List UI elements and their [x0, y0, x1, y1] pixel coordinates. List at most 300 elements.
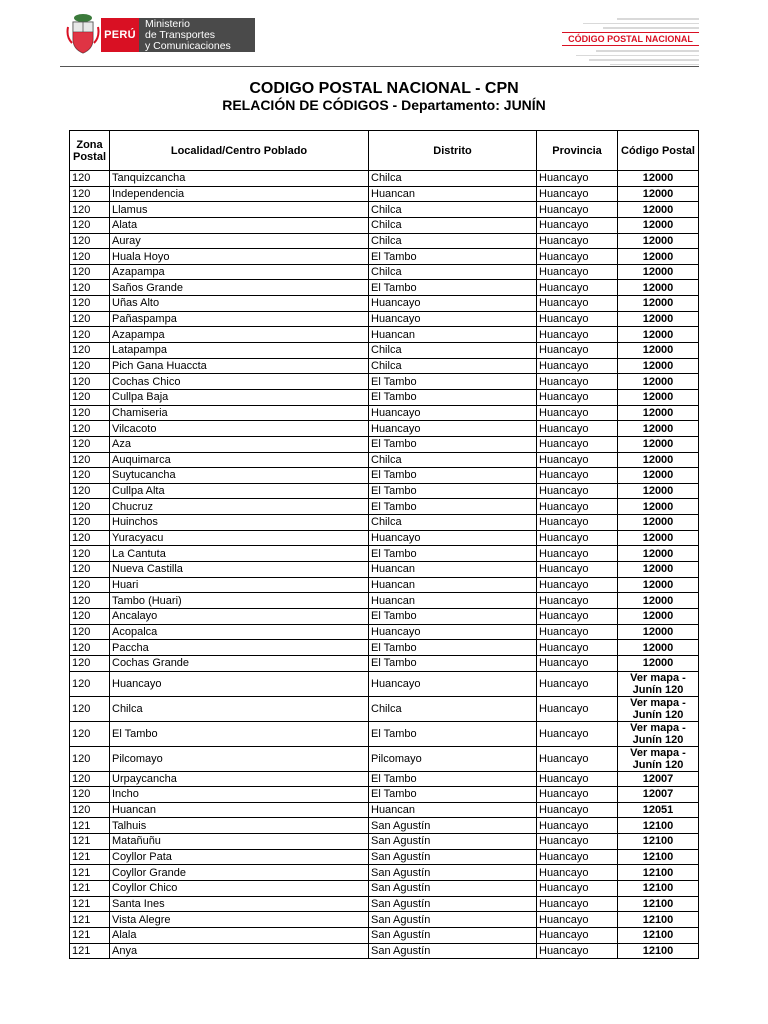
localidad-cell: Cullpa Alta — [110, 483, 369, 499]
codigo-cell: 12000 — [618, 405, 699, 421]
codigo-cell: 12000 — [618, 624, 699, 640]
distrito-cell: El Tambo — [369, 436, 537, 452]
provincia-cell: Huancayo — [537, 249, 618, 265]
table-row — [70, 608, 699, 624]
table-row — [70, 311, 699, 327]
zona-cell: 120 — [70, 311, 110, 327]
localidad-cell: El Tambo — [110, 721, 369, 746]
table-row — [70, 171, 699, 187]
column-header-codigo-postal: Código Postal — [618, 131, 699, 171]
zona-cell: 121 — [70, 912, 110, 928]
provincia-cell: Huancayo — [537, 865, 618, 881]
distrito-cell: El Tambo — [369, 771, 537, 787]
localidad-cell: Nueva Castilla — [110, 562, 369, 578]
zona-cell: 121 — [70, 834, 110, 850]
distrito-cell: El Tambo — [369, 374, 537, 390]
zona-cell: 120 — [70, 436, 110, 452]
postal-codes-table — [69, 130, 699, 959]
peru-logo — [101, 18, 139, 52]
provincia-cell: Huancayo — [537, 896, 618, 912]
distrito-cell: El Tambo — [369, 483, 537, 499]
distrito-cell: Chilca — [369, 171, 537, 187]
codigo-cell: 12000 — [618, 436, 699, 452]
provincia-cell: Huancayo — [537, 802, 618, 818]
provincia-cell: Huancayo — [537, 264, 618, 280]
codigo-cell: 12100 — [618, 896, 699, 912]
zona-cell: 120 — [70, 608, 110, 624]
reference-title: CÓDIGO POSTAL NACIONAL — [562, 32, 699, 46]
zona-cell: 120 — [70, 593, 110, 609]
localidad-cell: Auray — [110, 233, 369, 249]
codigo-cell: 12000 — [618, 562, 699, 578]
localidad-cell: Huancayo — [110, 671, 369, 696]
provincia-cell: Huancayo — [537, 818, 618, 834]
provincia-cell: Huancayo — [537, 562, 618, 578]
table-row — [70, 468, 699, 484]
distrito-cell: San Agustín — [369, 834, 537, 850]
distrito-cell: El Tambo — [369, 389, 537, 405]
codigo-cell: 12000 — [618, 233, 699, 249]
zona-cell: 120 — [70, 577, 110, 593]
provincia-cell: Huancayo — [537, 849, 618, 865]
zona-cell: 121 — [70, 943, 110, 959]
distrito-cell: El Tambo — [369, 787, 537, 803]
table-row — [70, 577, 699, 593]
provincia-cell: Huancayo — [537, 624, 618, 640]
zona-cell: 120 — [70, 562, 110, 578]
codigo-cell: 12000 — [618, 171, 699, 187]
table-row — [70, 186, 699, 202]
distrito-cell: Huancayo — [369, 311, 537, 327]
localidad-cell: Huala Hoyo — [110, 249, 369, 265]
table-row — [70, 696, 699, 721]
zona-cell: 120 — [70, 530, 110, 546]
provincia-cell: Huancayo — [537, 721, 618, 746]
table-row — [70, 202, 699, 218]
distrito-cell: Chilca — [369, 696, 537, 721]
table-row — [70, 374, 699, 390]
table-row — [70, 546, 699, 562]
table-row — [70, 671, 699, 696]
distrito-cell: Chilca — [369, 515, 537, 531]
table-row — [70, 421, 699, 437]
localidad-cell: Huancan — [110, 802, 369, 818]
codigo-cell: 12000 — [618, 249, 699, 265]
table-row — [70, 217, 699, 233]
codigo-cell: Ver mapa - Junín 120 — [618, 671, 699, 696]
localidad-cell: Huari — [110, 577, 369, 593]
zona-cell: 120 — [70, 499, 110, 515]
codigo-cell: 12000 — [618, 311, 699, 327]
provincia-cell: Huancayo — [537, 546, 618, 562]
provincia-cell: Huancayo — [537, 499, 618, 515]
localidad-cell: Alata — [110, 217, 369, 233]
zona-cell: 120 — [70, 655, 110, 671]
zona-cell: 120 — [70, 671, 110, 696]
zona-cell: 120 — [70, 343, 110, 359]
localidad-cell: Acopalca — [110, 624, 369, 640]
localidad-cell: Ancalayo — [110, 608, 369, 624]
distrito-cell: Chilca — [369, 264, 537, 280]
zona-cell: 120 — [70, 217, 110, 233]
distrito-cell: Chilca — [369, 217, 537, 233]
provincia-cell: Huancayo — [537, 696, 618, 721]
column-header-localidad: Localidad/Centro Poblado — [110, 131, 369, 171]
codigo-cell: 12000 — [618, 452, 699, 468]
provincia-cell: Huancayo — [537, 927, 618, 943]
distrito-cell: Huancan — [369, 327, 537, 343]
distrito-cell: El Tambo — [369, 721, 537, 746]
distrito-cell: Huancayo — [369, 624, 537, 640]
codigo-cell: 12000 — [618, 655, 699, 671]
localidad-cell: Paccha — [110, 640, 369, 656]
distrito-cell: Huancayo — [369, 405, 537, 421]
localidad-cell: Azapampa — [110, 264, 369, 280]
codigo-cell: 12100 — [618, 943, 699, 959]
codigo-cell: 12100 — [618, 818, 699, 834]
zona-cell: 120 — [70, 186, 110, 202]
provincia-cell: Huancayo — [537, 171, 618, 187]
table-row — [70, 865, 699, 881]
codigo-cell: 12100 — [618, 927, 699, 943]
distrito-cell: Chilca — [369, 343, 537, 359]
table-row — [70, 624, 699, 640]
zona-cell: 120 — [70, 696, 110, 721]
distrito-cell: Chilca — [369, 358, 537, 374]
column-header-zona-postal: Zona Postal — [70, 131, 110, 171]
zona-cell: 120 — [70, 721, 110, 746]
localidad-cell: Urpaycancha — [110, 771, 369, 787]
provincia-cell: Huancayo — [537, 452, 618, 468]
codigo-cell: Ver mapa - Junín 120 — [618, 696, 699, 721]
ministry-line: y Comunicaciones — [145, 40, 231, 52]
table-row — [70, 849, 699, 865]
codigo-cell: 12000 — [618, 343, 699, 359]
zona-cell: 120 — [70, 358, 110, 374]
provincia-cell: Huancayo — [537, 327, 618, 343]
codigo-cell: 12000 — [618, 530, 699, 546]
provincia-cell: Huancayo — [537, 343, 618, 359]
provincia-cell: Huancayo — [537, 515, 618, 531]
localidad-cell: Pañaspampa — [110, 311, 369, 327]
provincia-cell: Huancayo — [537, 787, 618, 803]
table-row — [70, 721, 699, 746]
codigo-cell: 12000 — [618, 593, 699, 609]
zona-cell: 120 — [70, 546, 110, 562]
zona-cell: 120 — [70, 802, 110, 818]
provincia-cell: Huancayo — [537, 880, 618, 896]
codigo-cell: 12000 — [618, 577, 699, 593]
localidad-cell: La Cantuta — [110, 546, 369, 562]
codigo-cell: 12000 — [618, 483, 699, 499]
distrito-cell: San Agustín — [369, 927, 537, 943]
table-row — [70, 640, 699, 656]
codigo-cell: 12100 — [618, 880, 699, 896]
distrito-cell: Chilca — [369, 202, 537, 218]
localidad-cell: Coyllor Chico — [110, 880, 369, 896]
reference-box — [562, 15, 699, 65]
table-row — [70, 802, 699, 818]
zona-cell: 120 — [70, 421, 110, 437]
coat-of-arms-icon — [66, 13, 100, 55]
distrito-cell: El Tambo — [369, 468, 537, 484]
zona-cell: 121 — [70, 865, 110, 881]
provincia-cell: Huancayo — [537, 834, 618, 850]
localidad-cell: Matañuñu — [110, 834, 369, 850]
distrito-cell: El Tambo — [369, 249, 537, 265]
zona-cell: 120 — [70, 233, 110, 249]
column-header-provincia: Provincia — [537, 131, 618, 171]
column-header-distrito: Distrito — [369, 131, 537, 171]
distrito-cell: San Agustín — [369, 865, 537, 881]
localidad-cell: Llamus — [110, 202, 369, 218]
ministry-logo — [139, 18, 255, 52]
table-row — [70, 927, 699, 943]
zona-cell: 120 — [70, 624, 110, 640]
provincia-cell: Huancayo — [537, 374, 618, 390]
zona-cell: 120 — [70, 389, 110, 405]
page-header — [0, 0, 768, 70]
provincia-cell: Huancayo — [537, 311, 618, 327]
zona-cell: 121 — [70, 880, 110, 896]
table-row — [70, 483, 699, 499]
table-row — [70, 655, 699, 671]
localidad-cell: Latapampa — [110, 343, 369, 359]
distrito-cell: Huancayo — [369, 421, 537, 437]
localidad-cell: Santa Ines — [110, 896, 369, 912]
table-row — [70, 405, 699, 421]
provincia-cell: Huancayo — [537, 912, 618, 928]
distrito-cell: Pilcomayo — [369, 746, 537, 771]
distrito-cell: Chilca — [369, 452, 537, 468]
provincia-cell: Huancayo — [537, 358, 618, 374]
zona-cell: 121 — [70, 896, 110, 912]
localidad-cell: Yuracyacu — [110, 530, 369, 546]
distrito-cell: El Tambo — [369, 499, 537, 515]
distrito-cell: San Agustín — [369, 896, 537, 912]
distrito-cell: El Tambo — [369, 640, 537, 656]
distrito-cell: Huancan — [369, 577, 537, 593]
zona-cell: 120 — [70, 280, 110, 296]
table-row — [70, 896, 699, 912]
zona-cell: 120 — [70, 202, 110, 218]
table-row — [70, 787, 699, 803]
provincia-cell: Huancayo — [537, 640, 618, 656]
localidad-cell: Suytucancha — [110, 468, 369, 484]
localidad-cell: Talhuis — [110, 818, 369, 834]
table-row — [70, 530, 699, 546]
codigo-cell: 12000 — [618, 515, 699, 531]
zona-cell: 120 — [70, 296, 110, 312]
document-subtitle: RELACIÓN DE CÓDIGOS - Departamento: JUNÍN — [222, 97, 546, 113]
distrito-cell: Huancan — [369, 186, 537, 202]
distrito-cell: San Agustín — [369, 818, 537, 834]
distrito-cell: San Agustín — [369, 943, 537, 959]
table-row — [70, 264, 699, 280]
table-row — [70, 834, 699, 850]
localidad-cell: Cochas Grande — [110, 655, 369, 671]
provincia-cell: Huancayo — [537, 671, 618, 696]
codigo-cell: 12000 — [618, 264, 699, 280]
table-header-row — [70, 131, 699, 171]
provincia-cell: Huancayo — [537, 280, 618, 296]
zona-cell: 120 — [70, 374, 110, 390]
provincia-cell: Huancayo — [537, 217, 618, 233]
header-divider — [60, 66, 699, 67]
provincia-cell: Huancayo — [537, 233, 618, 249]
codigo-cell: 12000 — [618, 202, 699, 218]
distrito-cell: San Agustín — [369, 880, 537, 896]
distrito-cell: San Agustín — [369, 912, 537, 928]
codigo-cell: 12000 — [618, 499, 699, 515]
distrito-cell: Huancayo — [369, 530, 537, 546]
zona-cell: 120 — [70, 771, 110, 787]
localidad-cell: Chilca — [110, 696, 369, 721]
zona-cell: 120 — [70, 640, 110, 656]
zona-cell: 120 — [70, 483, 110, 499]
codigo-cell: 12000 — [618, 280, 699, 296]
table-row — [70, 280, 699, 296]
provincia-cell: Huancayo — [537, 436, 618, 452]
provincia-cell: Huancayo — [537, 530, 618, 546]
localidad-cell: Uñas Alto — [110, 296, 369, 312]
table-row — [70, 343, 699, 359]
provincia-cell: Huancayo — [537, 421, 618, 437]
table-row — [70, 515, 699, 531]
table-row — [70, 436, 699, 452]
codigo-cell: 12000 — [618, 186, 699, 202]
codigo-cell: 12007 — [618, 787, 699, 803]
localidad-cell: Chucruz — [110, 499, 369, 515]
provincia-cell: Huancayo — [537, 186, 618, 202]
table-row — [70, 912, 699, 928]
codigo-cell: 12000 — [618, 358, 699, 374]
codigo-cell: 12000 — [618, 640, 699, 656]
provincia-cell: Huancayo — [537, 746, 618, 771]
localidad-cell: Cochas Chico — [110, 374, 369, 390]
localidad-cell: Alala — [110, 927, 369, 943]
provincia-cell: Huancayo — [537, 483, 618, 499]
localidad-cell: Pilcomayo — [110, 746, 369, 771]
codigo-cell: 12100 — [618, 849, 699, 865]
distrito-cell: Huancan — [369, 802, 537, 818]
table-row — [70, 593, 699, 609]
localidad-cell: Tambo (Huari) — [110, 593, 369, 609]
codigo-cell: 12000 — [618, 468, 699, 484]
provincia-cell: Huancayo — [537, 771, 618, 787]
codigo-cell: 12100 — [618, 865, 699, 881]
table-row — [70, 452, 699, 468]
table-row — [70, 746, 699, 771]
distrito-cell: Huancayo — [369, 671, 537, 696]
distrito-cell: El Tambo — [369, 546, 537, 562]
codigo-cell: 12000 — [618, 217, 699, 233]
localidad-cell: Coyllor Grande — [110, 865, 369, 881]
codigo-cell: 12000 — [618, 296, 699, 312]
provincia-cell: Huancayo — [537, 593, 618, 609]
provincia-cell: Huancayo — [537, 468, 618, 484]
distrito-cell: El Tambo — [369, 280, 537, 296]
distrito-cell: Chilca — [369, 233, 537, 249]
distrito-cell: San Agustín — [369, 849, 537, 865]
table-row — [70, 771, 699, 787]
document-title: CODIGO POSTAL NACIONAL - CPN — [249, 80, 519, 97]
table-row — [70, 880, 699, 896]
localidad-cell: Azapampa — [110, 327, 369, 343]
provincia-cell: Huancayo — [537, 405, 618, 421]
table-row — [70, 562, 699, 578]
provincia-cell: Huancayo — [537, 943, 618, 959]
table-row — [70, 233, 699, 249]
localidad-cell: Pich Gana Huaccta — [110, 358, 369, 374]
provincia-cell: Huancayo — [537, 608, 618, 624]
localidad-cell: Auquimarca — [110, 452, 369, 468]
ministry-line: Ministerio — [145, 18, 190, 30]
codigo-cell: 12000 — [618, 327, 699, 343]
table-row — [70, 943, 699, 959]
codigo-cell: 12100 — [618, 912, 699, 928]
localidad-cell: Coyllor Pata — [110, 849, 369, 865]
zona-cell: 120 — [70, 405, 110, 421]
zona-cell: 121 — [70, 849, 110, 865]
localidad-cell: Anya — [110, 943, 369, 959]
localidad-cell: Chamiseria — [110, 405, 369, 421]
zona-cell: 120 — [70, 787, 110, 803]
table-row — [70, 818, 699, 834]
distrito-cell: Huancan — [369, 593, 537, 609]
table-row — [70, 499, 699, 515]
zona-cell: 121 — [70, 818, 110, 834]
peru-label: PERÚ — [104, 29, 136, 41]
codigo-cell: 12000 — [618, 608, 699, 624]
table-row — [70, 296, 699, 312]
provincia-cell: Huancayo — [537, 655, 618, 671]
provincia-cell: Huancayo — [537, 577, 618, 593]
distrito-cell: Huancan — [369, 562, 537, 578]
codigo-cell: 12000 — [618, 421, 699, 437]
zona-cell: 120 — [70, 327, 110, 343]
codigo-cell: Ver mapa - Junín 120 — [618, 746, 699, 771]
zona-cell: 120 — [70, 264, 110, 280]
table-row — [70, 389, 699, 405]
localidad-cell: Huinchos — [110, 515, 369, 531]
distrito-cell: El Tambo — [369, 655, 537, 671]
codigo-cell: 12000 — [618, 389, 699, 405]
provincia-cell: Huancayo — [537, 296, 618, 312]
localidad-cell: Aza — [110, 436, 369, 452]
codigo-cell: 12100 — [618, 834, 699, 850]
table-row — [70, 358, 699, 374]
localidad-cell: Vista Alegre — [110, 912, 369, 928]
zona-cell: 120 — [70, 515, 110, 531]
codigo-cell: 12000 — [618, 546, 699, 562]
codigo-cell: 12007 — [618, 771, 699, 787]
zona-cell: 121 — [70, 927, 110, 943]
localidad-cell: Cullpa Baja — [110, 389, 369, 405]
table-row — [70, 327, 699, 343]
codigo-cell: 12051 — [618, 802, 699, 818]
localidad-cell: Tanquizcancha — [110, 171, 369, 187]
localidad-cell: Incho — [110, 787, 369, 803]
zona-cell: 120 — [70, 249, 110, 265]
zona-cell: 120 — [70, 468, 110, 484]
zona-cell: 120 — [70, 452, 110, 468]
codigo-cell: 12000 — [618, 374, 699, 390]
ministry-line: de Transportes — [145, 29, 216, 41]
localidad-cell: Independencia — [110, 186, 369, 202]
distrito-cell: El Tambo — [369, 608, 537, 624]
localidad-cell: Vilcacoto — [110, 421, 369, 437]
